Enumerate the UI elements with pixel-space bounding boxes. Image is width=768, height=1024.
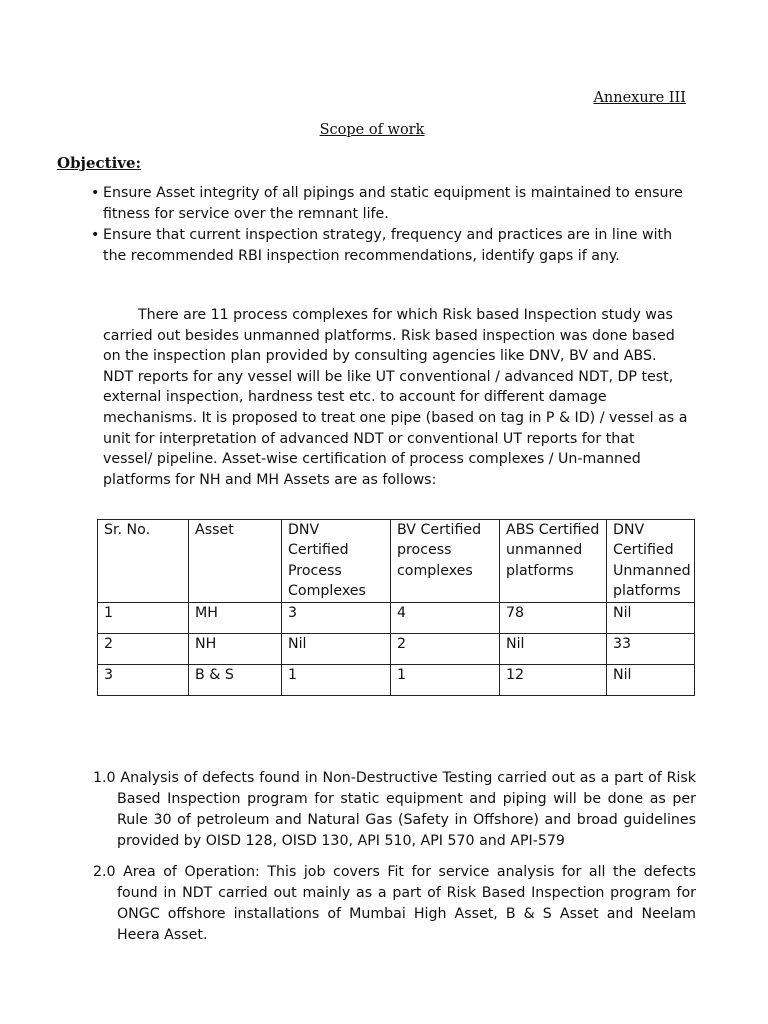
table-cell: 33 bbox=[607, 634, 695, 665]
table-row bbox=[98, 634, 695, 665]
list-item bbox=[80, 183, 692, 225]
objective-text: Ensure that current inspection strategy, frequency and practices are in line with the recommended RBI inspection recommendations, identify gaps if any. bbox=[103, 227, 673, 264]
table-cell: 1 bbox=[98, 603, 189, 634]
table-cell: Nil bbox=[607, 603, 695, 634]
column-header: Sr. No. bbox=[98, 520, 189, 603]
table-cell: MH bbox=[189, 603, 282, 634]
bullet-icon: • bbox=[91, 185, 100, 201]
column-header: BV Certified process complexes bbox=[391, 520, 500, 603]
list-item bbox=[80, 225, 692, 267]
table-cell: 12 bbox=[500, 665, 607, 696]
table-cell: 1 bbox=[391, 665, 500, 696]
table-cell: Nil bbox=[500, 634, 607, 665]
table-cell: NH bbox=[189, 634, 282, 665]
column-header: ABS Certified unmanned platforms bbox=[500, 520, 607, 603]
bullet-icon: • bbox=[91, 227, 100, 243]
intro-paragraph: There are 11 process complexes for which Risk based Inspection study was carried out besides unmanned platforms. Risk based inspection was done based on the inspection plan provided by consulting agencies like DNV, BV and ABS. NDT reports for any vessel will be like UT conventional / advanced NDT, DP test, external inspection, hardness test etc. to account for different damage mechanisms. It is proposed to treat one pipe (based on tag in P & ID) / vessel as a unit for interpretation of advanced NDT or conventional UT reports for that vessel/ pipeline. Asset-wise certification of process complexes / Un-manned platforms for NH and MH Assets are as follows: bbox=[103, 307, 688, 488]
list-item: 1.0 Analysis of defects found in Non-Destructive Testing carried out as a part of Risk Based Inspection program for static equipment and piping will be done as per Rule 30 of petroleum and Natural Gas (Safety in Offshore) and broad guidelines provided by OISD 128, OISD 130, API 510, API 570 and API-579 bbox=[93, 770, 696, 849]
column-header: DNV Certified Process Complexes bbox=[282, 520, 391, 603]
list-item: 2.0 Area of Operation: This job covers Fit for service analysis for all the defects found in NDT carried out mainly as a part of Risk Based Inspection program for ONGC offshore installations of Mumbai High Asset, B & S Asset and Neelam Heera Asset. bbox=[93, 864, 696, 943]
table-row bbox=[98, 603, 695, 634]
table-cell: 78 bbox=[500, 603, 607, 634]
objective-text: Ensure Asset integrity of all pipings and static equipment is maintained to ensure fitness for service over the remnant life. bbox=[103, 185, 683, 222]
numbered-points bbox=[93, 768, 696, 956]
annexure-label: Annexure III bbox=[593, 90, 686, 106]
table-cell: 2 bbox=[98, 634, 189, 665]
table-row bbox=[98, 665, 695, 696]
asset-certification-table bbox=[97, 519, 695, 696]
table-cell: 3 bbox=[98, 665, 189, 696]
table-cell: 4 bbox=[391, 603, 500, 634]
table-cell: 3 bbox=[282, 603, 391, 634]
objective-list bbox=[80, 183, 692, 267]
column-header: Asset bbox=[189, 520, 282, 603]
table-cell: Nil bbox=[607, 665, 695, 696]
table-cell: Nil bbox=[282, 634, 391, 665]
table-cell: 1 bbox=[282, 665, 391, 696]
table-cell: B & S bbox=[189, 665, 282, 696]
table-cell: 2 bbox=[391, 634, 500, 665]
objective-heading: Objective: bbox=[57, 154, 142, 172]
column-header: DNV Certified Unmanned platforms bbox=[607, 520, 695, 603]
page-title: Scope of work bbox=[319, 122, 425, 138]
table-header-row bbox=[98, 520, 695, 603]
